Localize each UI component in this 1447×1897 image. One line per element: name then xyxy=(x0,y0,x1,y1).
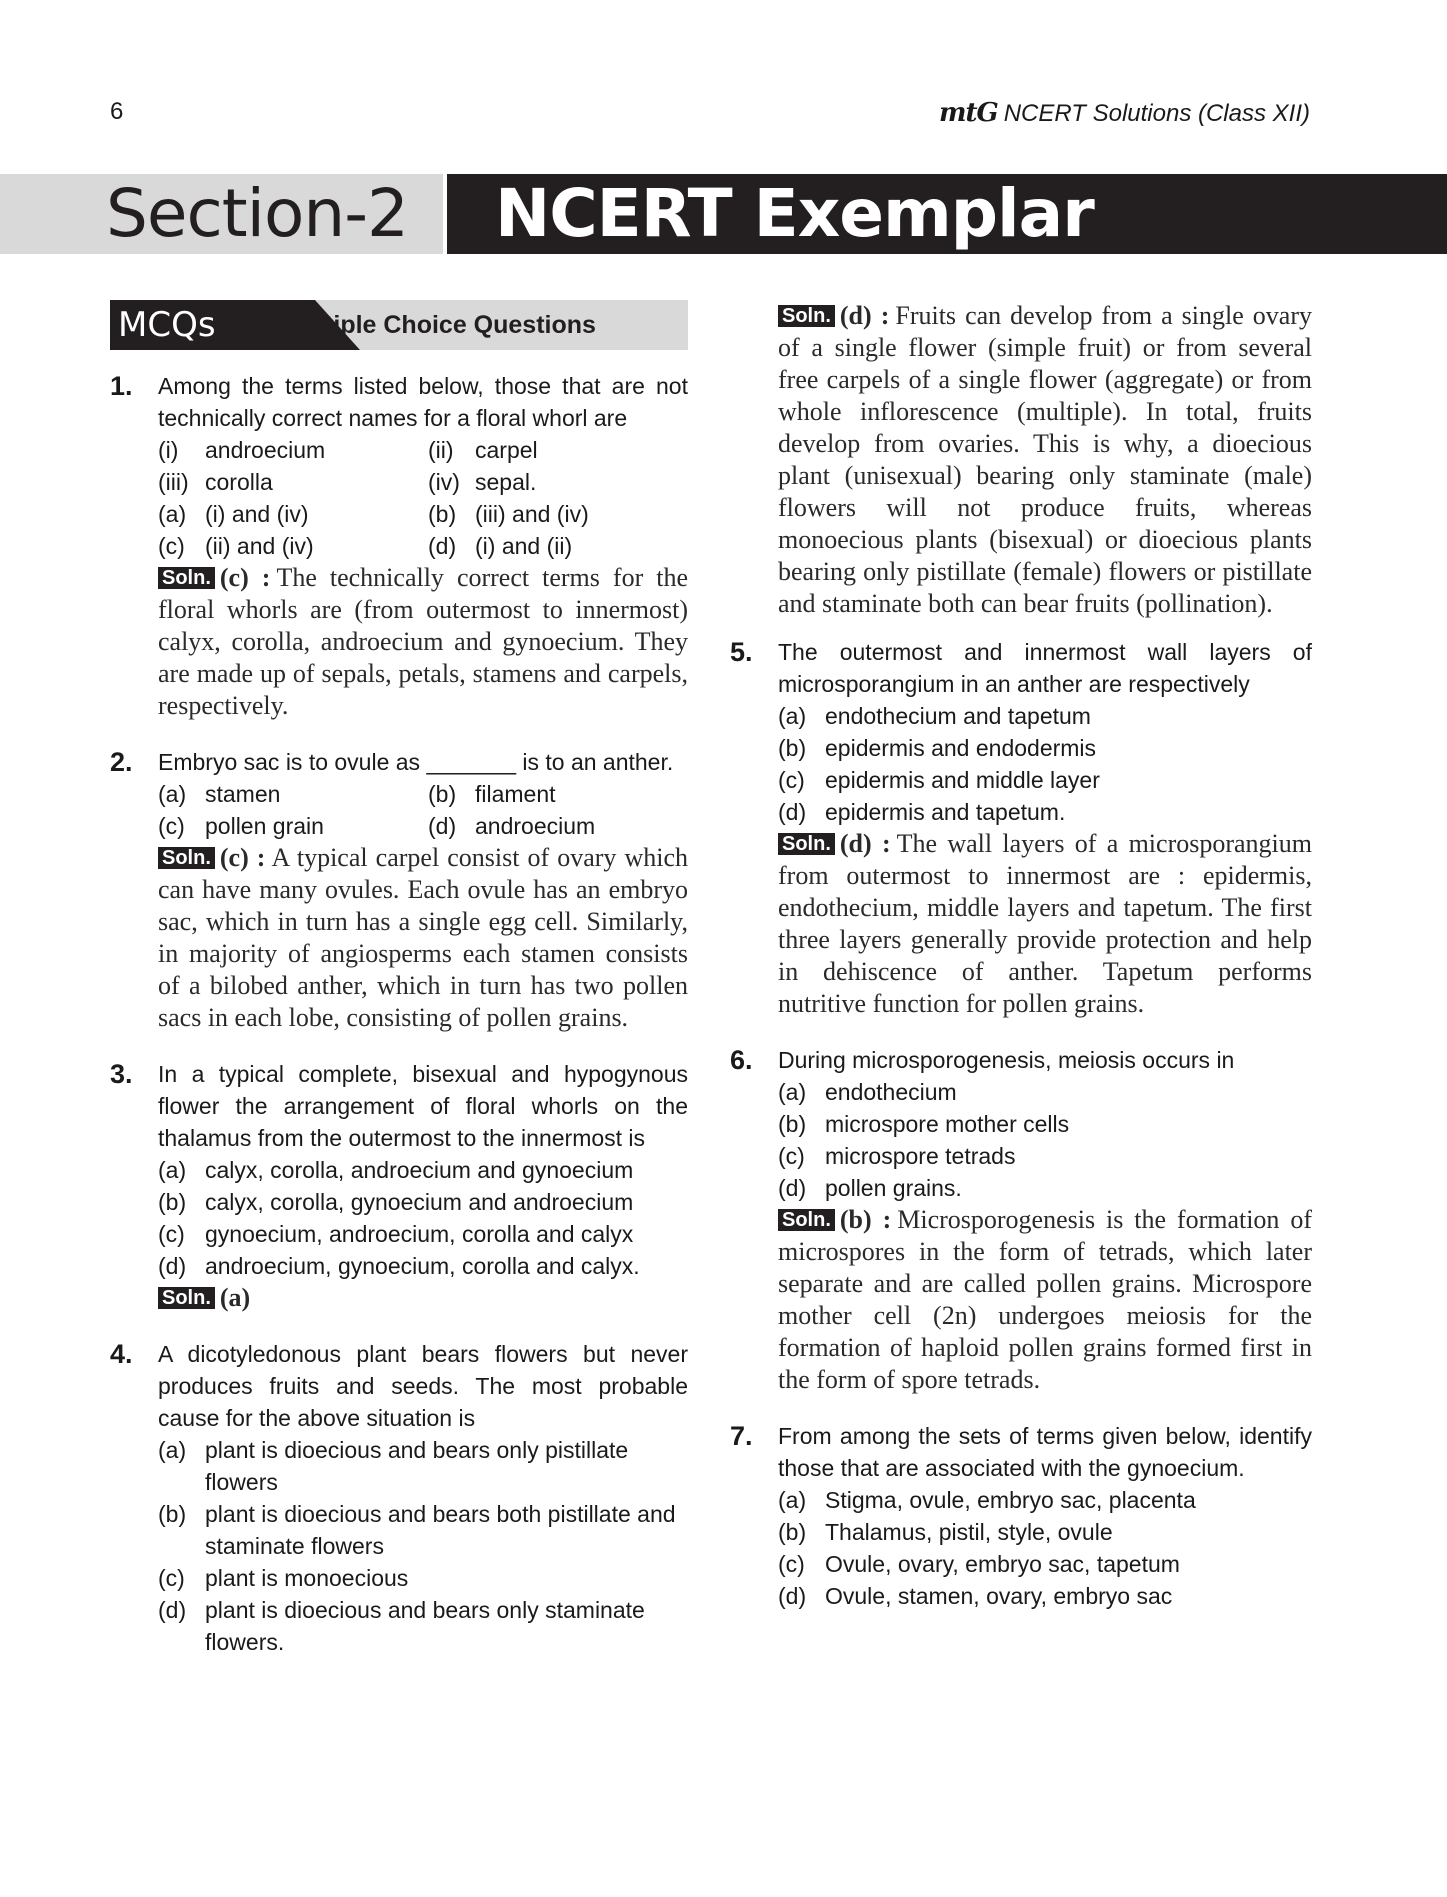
option-key: (d) xyxy=(778,1583,807,1609)
option xyxy=(778,1516,1312,1548)
option-text: endothecium xyxy=(825,1079,957,1105)
option xyxy=(778,796,1312,828)
question-number: 5. xyxy=(730,637,753,667)
option xyxy=(158,1594,688,1658)
option-text: Thalamus, pistil, style, ovule xyxy=(825,1519,1113,1545)
question-number: 1. xyxy=(110,371,133,401)
solution xyxy=(778,300,1312,620)
option-text: filament xyxy=(475,781,556,807)
option xyxy=(428,434,688,466)
section-banner xyxy=(0,174,1447,254)
option xyxy=(158,434,418,466)
question-number: 4. xyxy=(110,1339,133,1369)
option-key: (d) xyxy=(428,813,457,839)
option xyxy=(158,498,418,530)
option xyxy=(158,1186,688,1218)
question-body xyxy=(778,1420,1312,1612)
option-key: (a) xyxy=(158,501,187,527)
option xyxy=(158,1562,688,1594)
option-text: corolla xyxy=(205,469,273,495)
options xyxy=(778,700,1312,828)
soln-tag: Soln. xyxy=(778,1209,835,1231)
option xyxy=(778,1172,1312,1204)
option-text: epidermis and endodermis xyxy=(825,735,1097,761)
solution-key: (d) : xyxy=(839,301,890,330)
question-text: From among the sets of terms given below, identify those that are associated with the gynoecium. xyxy=(778,1423,1312,1481)
mcq-header xyxy=(110,300,688,350)
page-number: 6 xyxy=(110,98,124,125)
option-key: (i) xyxy=(158,437,179,463)
option-key: (a) xyxy=(158,1157,187,1183)
option xyxy=(778,1580,1312,1612)
brand-logo: mtG xyxy=(938,98,998,128)
option xyxy=(778,1548,1312,1580)
question-text: The outermost and innermost wall layers of microsporangium in an anther are respectively xyxy=(778,639,1312,697)
option xyxy=(428,498,688,530)
question-3 xyxy=(110,1058,688,1314)
option xyxy=(428,810,688,842)
solution-text: Microsporogenesis is the formation of microspores in the form of tetrads, which later separate and are called pollen grains. Microspore mother cell (2n) undergoes meiosis for the formation of haploid pollen grains formed first in the form of spore tetrads. xyxy=(778,1205,1312,1394)
option-key: (iv) xyxy=(428,469,460,495)
question-5 xyxy=(730,636,1312,1020)
option-key: (b) xyxy=(428,781,457,807)
solution-key: (c) : xyxy=(219,843,266,872)
question-text: Embryo sac is to ovule as _______ is to an anther. xyxy=(158,749,674,775)
question-text: A dicotyledonous plant bears flowers but never produces fruits and seeds. The most probable cause for the above situation is xyxy=(158,1341,688,1431)
option xyxy=(158,1218,688,1250)
solution-key: (a) xyxy=(219,1283,251,1312)
question-4 xyxy=(110,1338,688,1658)
option-text: androecium xyxy=(205,437,326,463)
option-text: calyx, corolla, gynoecium and androecium xyxy=(205,1189,634,1215)
option-text: sepal. xyxy=(475,469,537,495)
option xyxy=(158,1434,688,1498)
option-key: (iii) xyxy=(158,469,189,495)
option xyxy=(158,1250,688,1282)
question-body xyxy=(158,746,688,1034)
soln-tag: Soln. xyxy=(158,1287,215,1309)
option xyxy=(778,1076,1312,1108)
option xyxy=(778,764,1312,796)
option-text: (i) and (iv) xyxy=(205,501,309,527)
option xyxy=(158,778,418,810)
question-text: During microsporogenesis, meiosis occurs in xyxy=(778,1047,1235,1073)
option-text: pollen grains. xyxy=(825,1175,962,1201)
solution xyxy=(158,562,688,722)
option-text: Ovule, ovary, embryo sac, tapetum xyxy=(825,1551,1180,1577)
solution xyxy=(158,842,688,1034)
option-text: calyx, corolla, androecium and gynoecium xyxy=(205,1157,634,1183)
question-number: 3. xyxy=(110,1059,133,1089)
options xyxy=(158,1434,688,1658)
option xyxy=(778,700,1312,732)
question-body xyxy=(158,1058,688,1314)
options xyxy=(158,778,688,842)
option-text: plant is dioecious and bears only pistillate flowers xyxy=(205,1437,629,1495)
section-title: NCERT Exemplar xyxy=(495,175,1094,252)
option-key: (c) xyxy=(778,1551,805,1577)
option-text: plant is dioecious and bears both pistillate and staminate flowers xyxy=(205,1501,676,1559)
option-key: (c) xyxy=(158,533,185,559)
question-body xyxy=(778,636,1312,1020)
solution-text: Fruits can develop from a single ovary of a single flower (simple fruit) or from several free carpels of a single flower (aggregate) or from whole inflorescence (multiple). In total, fruits develop from ovaries. This is why, a dioecious plant (unisexual) bearing only staminate (male) flowers will not produce fruits, whereas monoecious plants (bisexual) or dioecious plants bearing only pistillate (female) flowers or pistillate and staminate both can bear fruits (pollination). xyxy=(778,301,1312,618)
option xyxy=(158,1498,688,1562)
solution xyxy=(778,1204,1312,1396)
question-6 xyxy=(730,1044,1312,1396)
option-key: (a) xyxy=(778,703,807,729)
option xyxy=(158,1154,688,1186)
option-text: androecium xyxy=(475,813,596,839)
option-text: androecium, gynoecium, corolla and calyx. xyxy=(205,1253,640,1279)
option-text: carpel xyxy=(475,437,538,463)
option-key: (c) xyxy=(158,1221,185,1247)
option-key: (b) xyxy=(158,1501,187,1527)
option-key: (ii) xyxy=(428,437,454,463)
question-4-solution-continued xyxy=(730,300,1312,620)
option-key: (a) xyxy=(158,1437,187,1463)
option xyxy=(778,1108,1312,1140)
mcq-tag-label: MCQs xyxy=(118,305,216,345)
option-key: (a) xyxy=(778,1487,807,1513)
option-text: epidermis and tapetum. xyxy=(825,799,1066,825)
question-1 xyxy=(110,370,688,722)
soln-tag: Soln. xyxy=(778,305,835,327)
question-number: 7. xyxy=(730,1421,753,1451)
option-text: pollen grain xyxy=(205,813,324,839)
solution-text: The wall layers of a microsporangium from outermost to innermost are : epidermis, endothecium, middle layers and tapetum. The first three layers generally provide protection and help in dehiscence of anther. Tapetum performs nutritive function for pollen grains. xyxy=(778,829,1312,1018)
option-key: (c) xyxy=(158,1565,185,1591)
option-key: (a) xyxy=(158,781,187,807)
option-text: (i) and (ii) xyxy=(475,533,573,559)
soln-tag: Soln. xyxy=(158,847,215,869)
question-body xyxy=(158,370,688,722)
section-label: Section-2 xyxy=(106,175,409,252)
option xyxy=(778,732,1312,764)
soln-tag: Soln. xyxy=(158,567,215,589)
option xyxy=(158,810,418,842)
option-key: (b) xyxy=(428,501,457,527)
option-key: (d) xyxy=(428,533,457,559)
option xyxy=(428,778,688,810)
option xyxy=(158,466,418,498)
option-key: (d) xyxy=(778,1175,807,1201)
option xyxy=(428,530,688,562)
question-number: 6. xyxy=(730,1045,753,1075)
soln-tag: Soln. xyxy=(778,833,835,855)
question-body xyxy=(778,1044,1312,1396)
option-key: (d) xyxy=(158,1597,187,1623)
solution xyxy=(158,1282,688,1314)
option-key: (d) xyxy=(158,1253,187,1279)
question-body xyxy=(158,1338,688,1658)
option-text: Stigma, ovule, embryo sac, placenta xyxy=(825,1487,1196,1513)
mcq-subtitle: Multiple Choice Questions xyxy=(282,311,596,339)
running-head xyxy=(939,98,1310,128)
question-2 xyxy=(110,746,688,1034)
option xyxy=(778,1140,1312,1172)
left-column xyxy=(110,300,688,1666)
option-text: (ii) and (iv) xyxy=(205,533,314,559)
option xyxy=(158,530,418,562)
option-key: (b) xyxy=(778,1519,807,1545)
option xyxy=(778,1484,1312,1516)
option-key: (a) xyxy=(778,1079,807,1105)
solution-key: (b) : xyxy=(839,1205,892,1234)
solution-key: (d) : xyxy=(839,829,891,858)
option-text: endothecium and tapetum xyxy=(825,703,1091,729)
solution-text: The technically correct terms for the floral whorls are (from outermost to innermost) calyx, corolla, androecium and gynoecium. They are made up of sepals, petals, stamens and carpels, respectively. xyxy=(158,563,689,720)
option-key: (b) xyxy=(778,1111,807,1137)
option-text: gynoecium, androecium, corolla and calyx xyxy=(205,1221,634,1247)
option-key: (c) xyxy=(158,813,185,839)
option-key: (c) xyxy=(778,767,805,793)
option-text: epidermis and middle layer xyxy=(825,767,1100,793)
option xyxy=(428,466,688,498)
solution-key: (c) : xyxy=(219,563,271,592)
question-7 xyxy=(730,1420,1312,1612)
option-text: Ovule, stamen, ovary, embryo sac xyxy=(825,1583,1173,1609)
options xyxy=(778,1484,1312,1612)
options xyxy=(158,434,688,562)
option-text: (iii) and (iv) xyxy=(475,501,589,527)
question-number: 2. xyxy=(110,747,133,777)
question-text: In a typical complete, bisexual and hypogynous flower the arrangement of floral whorls on the thalamus from the outermost to the innermost is xyxy=(158,1061,688,1151)
question-text: Among the terms listed below, those that are not technically correct names for a floral whorl are xyxy=(158,373,688,431)
options xyxy=(778,1076,1312,1204)
right-column xyxy=(730,300,1312,1620)
option-key: (b) xyxy=(778,735,807,761)
option-text: plant is monoecious xyxy=(205,1565,409,1591)
option-text: microspore mother cells xyxy=(825,1111,1070,1137)
running-title: NCERT Solutions (Class XII) xyxy=(1003,100,1310,127)
solution-text: A typical carpel consist of ovary which can have many ovules. Each ovule has an embryo sac, which in turn has a single egg cell. Similarly, in majority of angiosperms each stamen consists of a bilobed anther, which in turn has two pollen sacs in each lobe, consisting of pollen grains. xyxy=(158,843,689,1032)
option-key: (b) xyxy=(158,1189,187,1215)
solution xyxy=(778,828,1312,1020)
option-text: microspore tetrads xyxy=(825,1143,1016,1169)
option-text: stamen xyxy=(205,781,281,807)
option-key: (d) xyxy=(778,799,807,825)
option-key: (c) xyxy=(778,1143,805,1169)
options xyxy=(158,1154,688,1282)
option-text: plant is dioecious and bears only staminate flowers. xyxy=(205,1597,645,1655)
